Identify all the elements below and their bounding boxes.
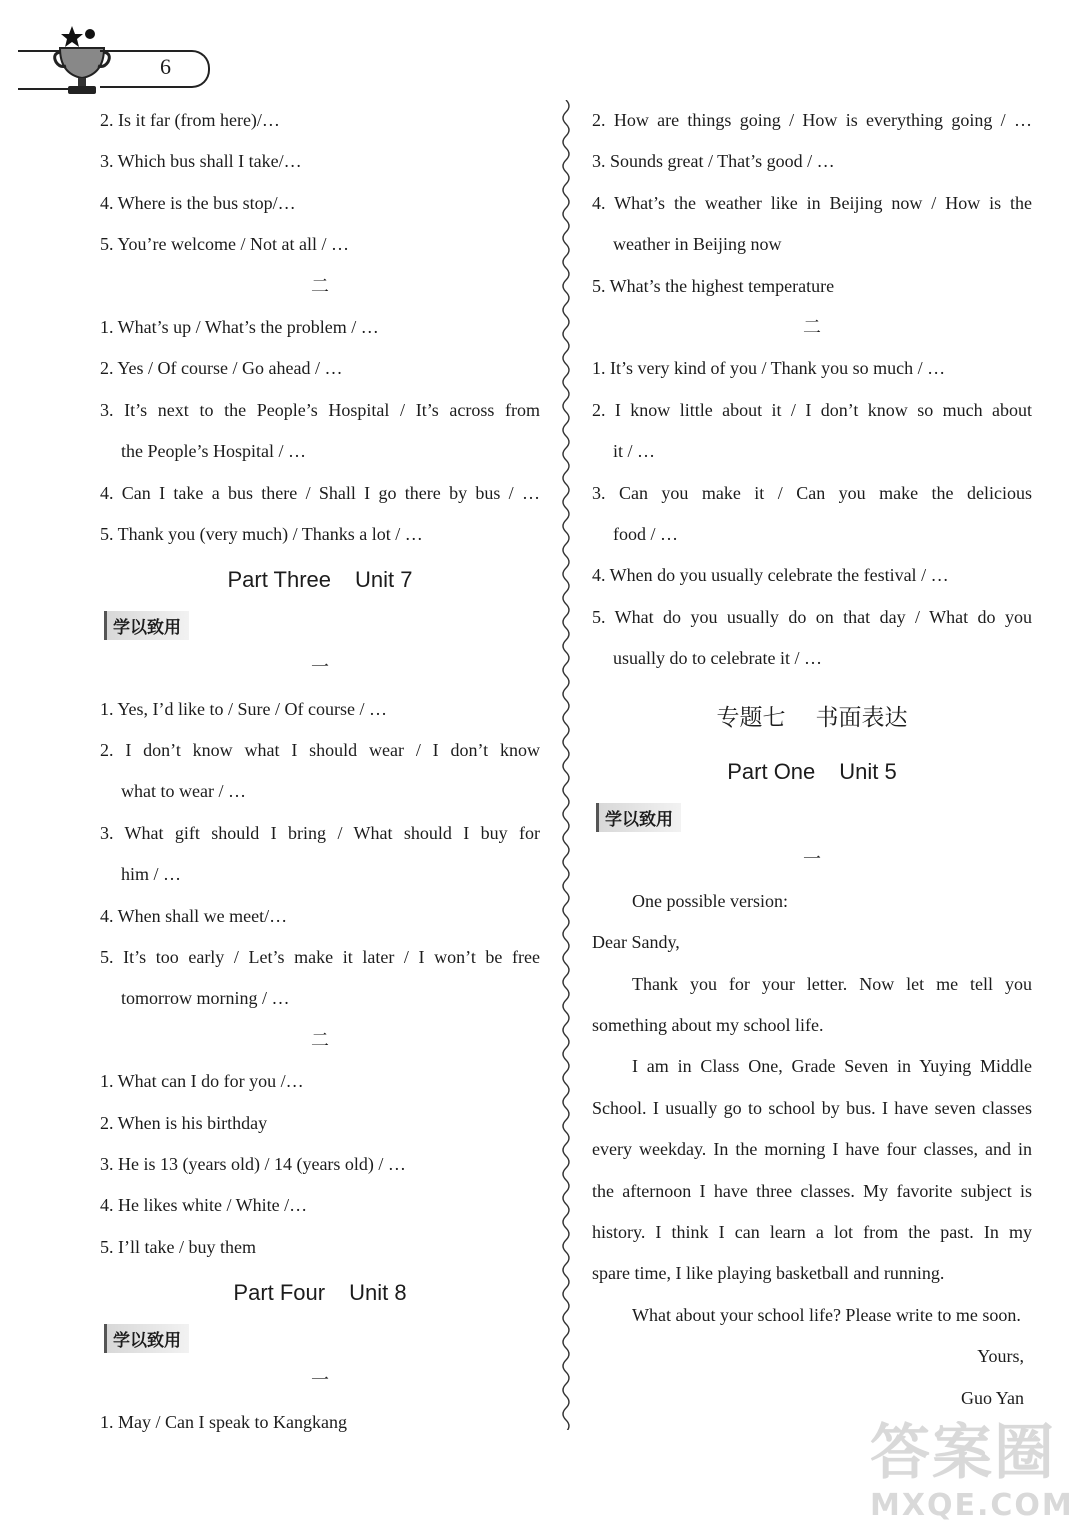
section-heading-yi: 一 (311, 657, 329, 679)
answer-line: 1. What’s up / What’s the problem / … (100, 316, 379, 337)
part-title (592, 749, 1032, 795)
right-column (592, 100, 1032, 1419)
answer-line: 2. I know little about it / I don’t know so much about (592, 399, 1032, 420)
answer-line-continued: weather in Beijing now (613, 234, 782, 255)
answer-line: 1. It’s very kind of you / Thank you so much / … (592, 358, 946, 379)
answer-line-continued: what to wear / … (121, 781, 246, 802)
topic-name: 书面表达 (815, 705, 908, 732)
answer-line: 3. Which bus shall I take/… (100, 151, 302, 172)
answer-line: 2. How are things going / How is everything going / … (592, 110, 1032, 130)
answer-line: 5. What’s the highest temperature (592, 275, 835, 296)
page-header (0, 0, 1080, 110)
answer-line: 2. When is his birthday (100, 1112, 268, 1133)
letter-line: spare time, I like playing basketball and running. (592, 1263, 945, 1284)
answer-line: 3. It’s next to the People’s Hospital / It’s across from (100, 399, 540, 420)
answer-line: 5. It’s too early / Let’s make it later / I won’t be free (100, 947, 540, 968)
answer-line: 1. May / Can I speak to Kangkang (100, 1411, 347, 1432)
section-heading-er: 二 (311, 275, 329, 297)
topic-title (592, 689, 1032, 747)
watermark-cn: 答案圈 (870, 1418, 1056, 1488)
tag-row (100, 1316, 540, 1360)
answer-line: 5. I’ll take / buy them (100, 1236, 256, 1257)
part-label: Part One (727, 759, 816, 785)
letter-line: I am in Class One, Grade Seven in Yuying Middle (632, 1056, 1032, 1077)
answer-line: 4. When shall we meet/… (100, 905, 288, 926)
section-heading-yi: 一 (311, 1370, 329, 1392)
answer-line: 3. What gift should I bring / What should I buy for (100, 822, 540, 843)
part-label: Part Four (233, 1280, 326, 1306)
page-number: 6 (160, 54, 171, 79)
part-title (100, 557, 540, 603)
answer-line: 3. Sounds great / That’s good / … (592, 151, 835, 172)
letter-line: Thank you for your letter. Now let me tell you (632, 973, 1032, 994)
answer-line-continued: him / … (121, 864, 182, 885)
apply-tag: 学以致用 (104, 611, 189, 640)
letter-line: history. I think I can learn a lot from the past. In my (592, 1221, 1032, 1242)
answer-line: 3. He is 13 (years old) / 14 (years old) / … (100, 1153, 406, 1174)
answer-line: 4. What’s the weather like in Beijing now / How is the (592, 192, 1032, 213)
answer-line: 1. Yes, I’d like to / Sure / Of course / … (100, 698, 387, 719)
section-heading-yi: 一 (803, 849, 821, 871)
site-watermark (870, 1418, 1074, 1528)
answer-line-continued: it / … (613, 441, 656, 462)
answer-line: 2. I don’t know what I should wear / I don’t know (100, 740, 540, 761)
letter-greeting: Dear Sandy, (592, 932, 680, 953)
section-heading-er: 二 (803, 316, 821, 338)
letter-closing: Yours, (977, 1346, 1024, 1367)
apply-tag: 学以致用 (104, 1324, 189, 1353)
page-number-frame (100, 50, 210, 88)
answer-line: 4. Can I take a bus there / Shall I go there by bus / … (100, 482, 540, 503)
answer-line-continued: usually do to celebrate it / … (613, 648, 822, 669)
answer-line-continued: the People’s Hospital / … (121, 441, 306, 462)
answer-line: 5. What do you usually do on that day / What do you (592, 606, 1032, 627)
answer-line-continued: food / … (613, 523, 678, 544)
left-column (100, 100, 540, 1443)
tag-row (100, 603, 540, 647)
unit-label: Unit 5 (839, 759, 897, 785)
answer-line: 2. Yes / Of course / Go ahead / … (100, 358, 343, 379)
answer-line: 2. Is it far (from here)/… (100, 110, 280, 130)
letter-line: every weekday. In the morning I have four classes, and in (592, 1139, 1032, 1160)
letter-intro: One possible version: (632, 890, 788, 911)
answer-line-continued: tomorrow morning / … (121, 988, 290, 1009)
letter-line: School. I usually go to school by bus. I have seven classes (592, 1097, 1032, 1118)
topic-number: 专题七 (716, 705, 786, 732)
answer-line: 1. What can I do for you /… (100, 1071, 304, 1092)
watermark-en: MXQE.COM (870, 1488, 1074, 1523)
part-label: Part Three (227, 567, 332, 593)
answer-line: 4. He likes white / White /… (100, 1195, 308, 1216)
answer-line: 3. Can you make it / Can you make the delicious (592, 482, 1032, 503)
unit-label: Unit 7 (355, 567, 413, 593)
apply-tag: 学以致用 (596, 803, 681, 832)
column-divider (556, 100, 576, 1430)
answer-line: 4. Where is the bus stop/… (100, 192, 296, 213)
unit-label: Unit 8 (349, 1280, 407, 1306)
section-heading-er: 二 (311, 1029, 329, 1051)
part-title (100, 1270, 540, 1316)
letter-signature: Guo Yan (960, 1387, 1024, 1408)
letter-line: the afternoon I have three classes. My favorite subject is (592, 1180, 1032, 1201)
answer-line: 5. You’re welcome / Not at all / … (100, 234, 349, 255)
answer-line: 5. Thank you (very much) / Thanks a lot / … (100, 523, 423, 544)
answer-line: 4. When do you usually celebrate the festival / … (592, 565, 949, 586)
letter-line: something about my school life. (592, 1015, 824, 1036)
tag-row (592, 795, 1032, 839)
letter-line: What about your school life? Please write to me soon. (632, 1304, 1021, 1325)
